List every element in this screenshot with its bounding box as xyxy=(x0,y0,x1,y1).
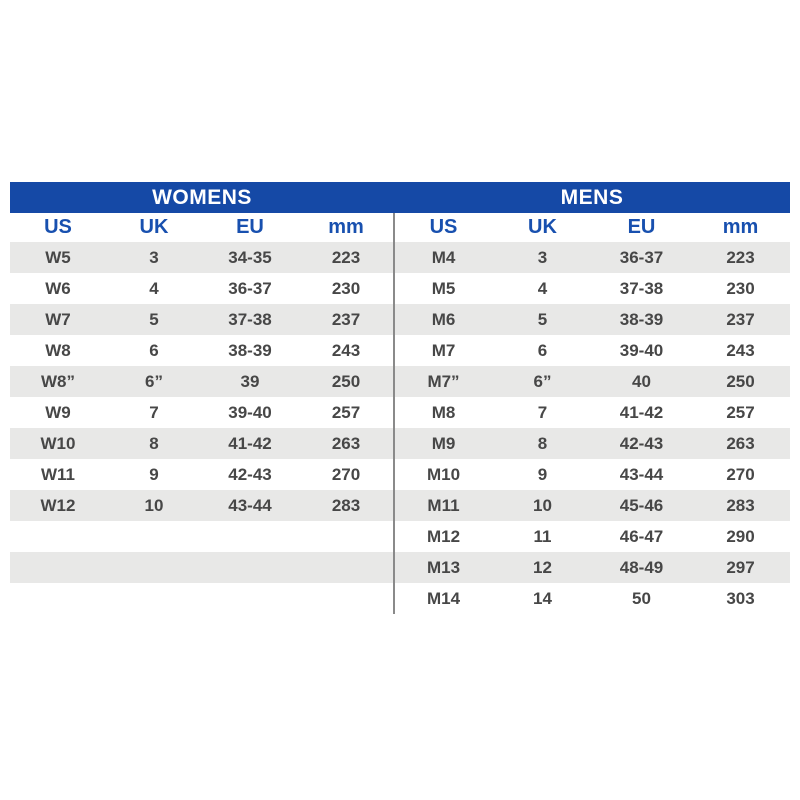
mens-cell-uk: 5 xyxy=(537,309,548,329)
womens-cell-mm xyxy=(298,583,394,614)
mens-cell-uk: 10 xyxy=(533,495,552,515)
mens-cell-us: M13 xyxy=(426,557,461,577)
table-row xyxy=(10,583,790,614)
mens-cell-eu: 39-40 xyxy=(619,340,664,360)
mens-cell-eu: 37-38 xyxy=(619,278,664,298)
mens-cell-eu: 41-42 xyxy=(619,402,664,422)
mens-cell-eu: 45-46 xyxy=(619,495,664,515)
mens-cell-us: M9 xyxy=(431,433,456,453)
table-row xyxy=(10,490,790,521)
mens-cell-mm: 270 xyxy=(726,464,755,484)
mens-cell-eu: 38-39 xyxy=(619,309,664,329)
womens-cell-uk xyxy=(106,552,202,583)
table-row xyxy=(10,428,790,459)
table-row xyxy=(10,242,790,273)
womens-cell-uk xyxy=(106,521,202,552)
womens-cell-mm: 263 xyxy=(331,433,361,453)
mens-cell-eu: 42-43 xyxy=(619,433,664,453)
mens-cell-mm: 290 xyxy=(726,526,755,546)
mens-cell-us: M14 xyxy=(426,588,461,608)
table-row xyxy=(10,366,790,397)
womens-cell-eu: 43-44 xyxy=(228,495,272,515)
mens-cell-uk: 7 xyxy=(537,402,548,422)
mens-cell-mm: 250 xyxy=(726,371,755,391)
mens-cell-mm: 257 xyxy=(726,402,755,422)
womens-cell-us: W9 xyxy=(45,402,71,422)
womens-cell-mm: 223 xyxy=(331,247,361,267)
womens-cell-uk xyxy=(106,583,202,614)
womens-cell-mm: 283 xyxy=(331,495,361,515)
womens-cell-eu: 36-37 xyxy=(228,278,272,298)
womens-cell-eu: 41-42 xyxy=(228,433,272,453)
womens-cell-us: W11 xyxy=(40,464,76,484)
mens-col-header-us: US xyxy=(429,216,458,238)
womens-cell-eu xyxy=(202,521,298,552)
womens-col-header-mm: mm xyxy=(328,216,364,238)
womens-cell-mm: 237 xyxy=(331,309,361,329)
table-row xyxy=(10,304,790,335)
womens-cell-mm xyxy=(298,521,394,552)
mens-cell-uk: 4 xyxy=(537,278,548,298)
womens-cell-uk: 5 xyxy=(149,309,159,329)
womens-cell-uk: 9 xyxy=(149,464,159,484)
mens-col-header-eu: EU xyxy=(627,216,656,238)
womens-cell-uk: 8 xyxy=(149,433,159,453)
womens-cell-us xyxy=(10,583,106,614)
table-row xyxy=(10,273,790,304)
size-conversion-table xyxy=(10,182,790,614)
table-row xyxy=(10,335,790,366)
mens-cell-us: M8 xyxy=(431,402,456,422)
womens-cell-us xyxy=(10,552,106,583)
mens-cell-eu: 50 xyxy=(632,588,651,608)
womens-cell-eu xyxy=(202,552,298,583)
mens-cell-eu: 43-44 xyxy=(619,464,664,484)
mens-cell-us: M10 xyxy=(426,464,461,484)
mens-cell-mm: 297 xyxy=(726,557,755,577)
mens-cell-us: M4 xyxy=(431,247,456,267)
womens-cell-uk: 6” xyxy=(145,371,163,391)
womens-cell-eu: 37-38 xyxy=(228,309,272,329)
mens-cell-uk: 9 xyxy=(537,464,548,484)
womens-cell-us: W12 xyxy=(40,495,76,515)
womens-cell-us xyxy=(10,521,106,552)
table-title-bar xyxy=(10,182,790,213)
mens-cell-eu: 36-37 xyxy=(619,247,664,267)
womens-section-title: WOMENS xyxy=(152,185,252,209)
womens-col-header-eu: EU xyxy=(236,216,264,238)
mens-cell-uk: 12 xyxy=(533,557,552,577)
mens-cell-uk: 6 xyxy=(537,340,548,360)
womens-cell-mm: 250 xyxy=(331,371,361,391)
womens-cell-eu: 39 xyxy=(240,371,260,391)
mens-cell-us: M7 xyxy=(431,340,456,360)
womens-cell-mm xyxy=(298,552,394,583)
womens-cell-uk: 4 xyxy=(149,278,159,298)
womens-cell-uk: 3 xyxy=(149,247,159,267)
womens-cell-eu: 42-43 xyxy=(228,464,272,484)
mens-cell-us: M12 xyxy=(426,526,461,546)
mens-cell-us: M11 xyxy=(427,495,460,515)
womens-col-header-us: US xyxy=(44,216,72,238)
womens-cell-us: W5 xyxy=(45,247,71,267)
womens-cell-uk: 7 xyxy=(149,402,159,422)
womens-cell-eu: 38-39 xyxy=(228,340,272,360)
womens-cell-mm: 257 xyxy=(331,402,361,422)
mens-cell-us: M5 xyxy=(431,278,456,298)
mens-cell-mm: 223 xyxy=(726,247,755,267)
mens-cell-mm: 230 xyxy=(726,278,755,298)
table-row xyxy=(10,397,790,428)
womens-col-header-uk: UK xyxy=(139,216,169,238)
table-row xyxy=(10,459,790,490)
womens-cell-eu: 34-35 xyxy=(228,247,272,267)
womens-cell-eu: 39-40 xyxy=(228,402,272,422)
mens-cell-us: M7” xyxy=(427,371,460,391)
womens-cell-uk: 10 xyxy=(144,495,164,515)
column-header-row xyxy=(10,213,790,242)
mens-col-header-uk: UK xyxy=(528,216,557,238)
mens-cell-mm: 263 xyxy=(726,433,755,453)
womens-cell-us: W10 xyxy=(40,433,76,453)
womens-cell-mm: 230 xyxy=(331,278,361,298)
mens-cell-uk: 8 xyxy=(537,433,548,453)
womens-cell-us: W8 xyxy=(45,340,71,360)
mens-cell-us: M6 xyxy=(431,309,456,329)
mens-section-title: MENS xyxy=(560,185,624,209)
table-body xyxy=(10,242,790,614)
mens-cell-mm: 283 xyxy=(726,495,755,515)
mens-cell-mm: 303 xyxy=(726,588,755,608)
womens-cell-mm: 243 xyxy=(331,340,361,360)
mens-cell-eu: 40 xyxy=(632,371,651,391)
table-row xyxy=(10,521,790,552)
mens-cell-uk: 11 xyxy=(533,526,552,546)
mens-cell-uk: 3 xyxy=(537,247,548,267)
womens-cell-eu xyxy=(202,583,298,614)
womens-cell-uk: 6 xyxy=(149,340,159,360)
womens-cell-mm: 270 xyxy=(331,464,361,484)
womens-cell-us: W6 xyxy=(45,278,71,298)
mens-cell-uk: 6” xyxy=(533,371,552,391)
mens-col-header-mm: mm xyxy=(722,216,759,238)
mens-cell-eu: 46-47 xyxy=(619,526,664,546)
table-row xyxy=(10,552,790,583)
womens-cell-us: W8” xyxy=(41,371,75,391)
section-divider xyxy=(393,213,395,614)
womens-cell-us: W7 xyxy=(45,309,71,329)
mens-cell-uk: 14 xyxy=(533,588,552,608)
mens-cell-eu: 48-49 xyxy=(619,557,664,577)
mens-cell-mm: 237 xyxy=(726,309,755,329)
mens-cell-mm: 243 xyxy=(726,340,755,360)
